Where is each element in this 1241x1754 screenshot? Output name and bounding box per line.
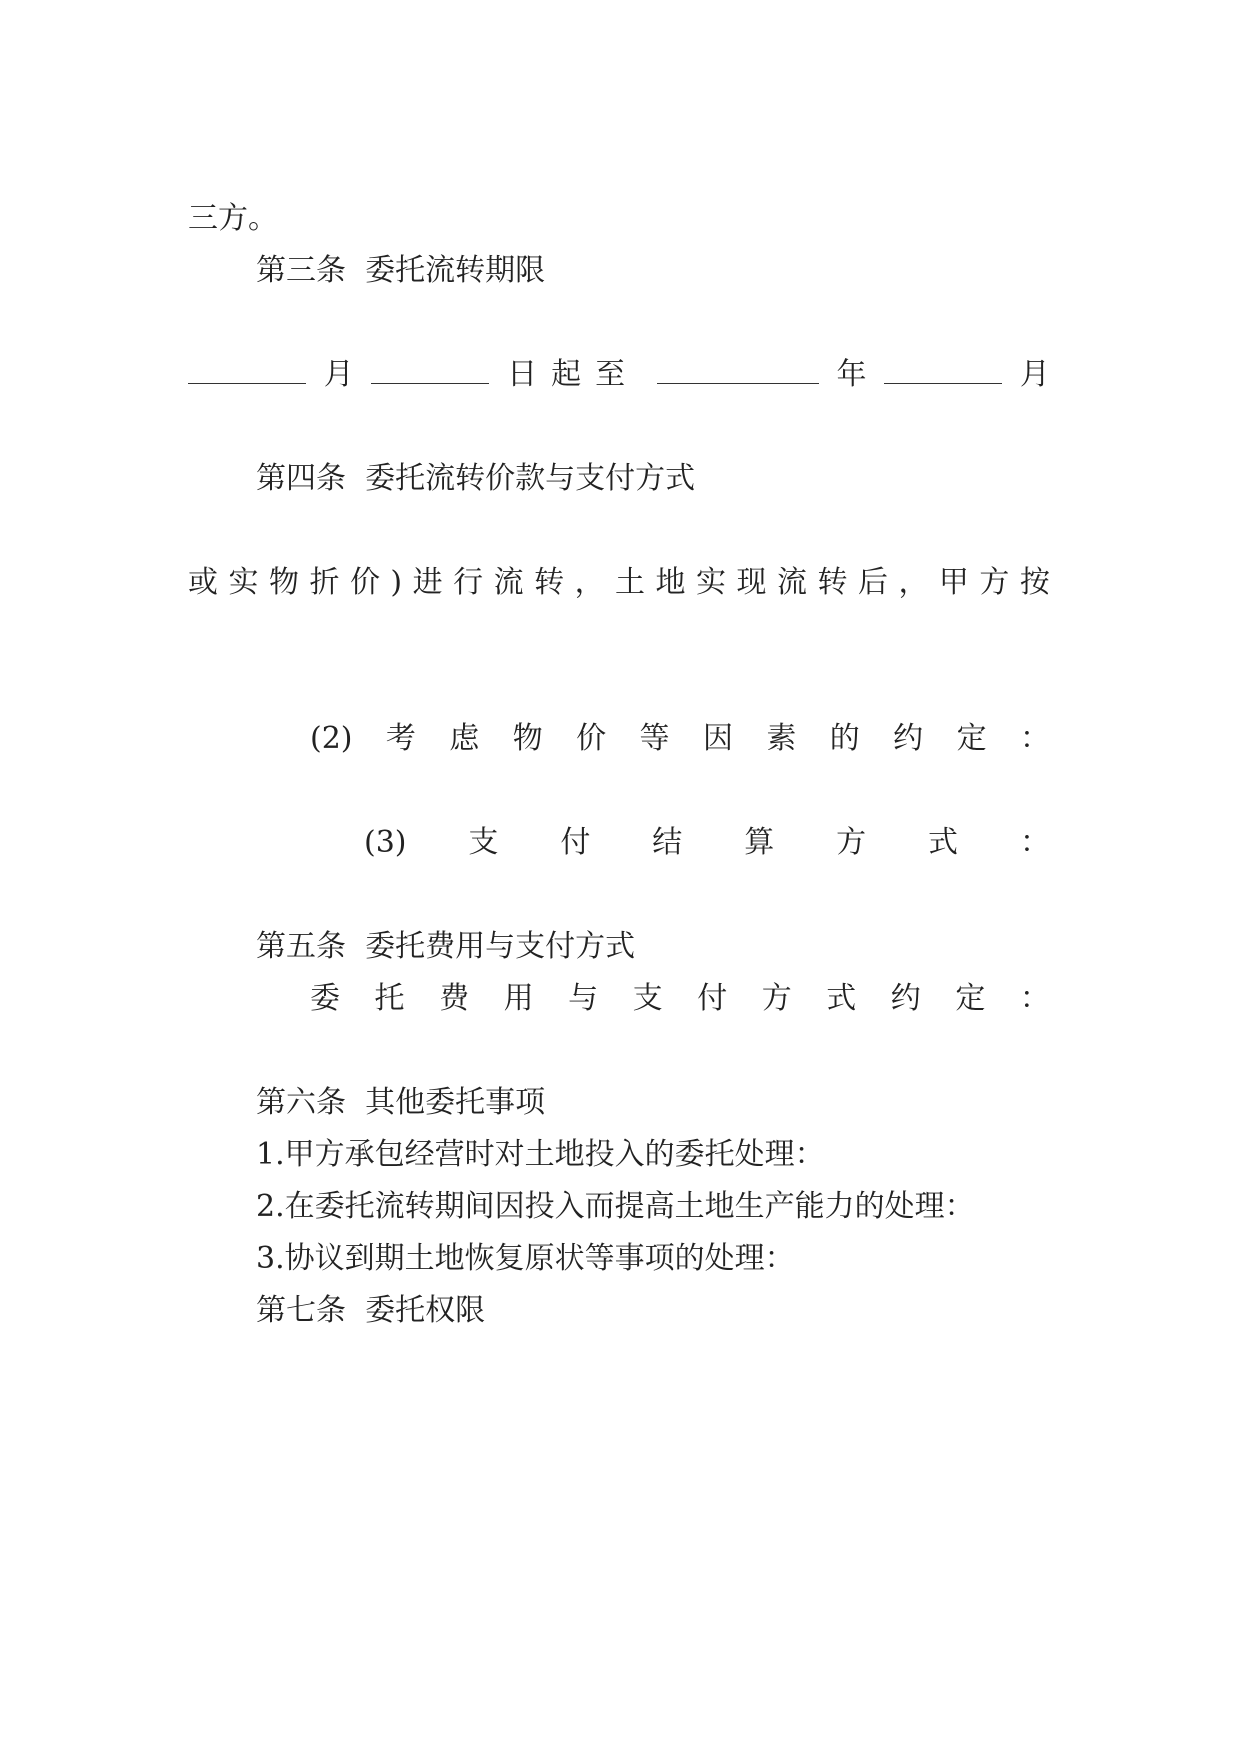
list-item: 2.在委托流转期间因投入而提高土地生产能力的处理： (256, 1189, 975, 1224)
text-char: 等 (639, 721, 670, 756)
blank-field (188, 353, 306, 384)
text-char: 转 (534, 565, 565, 600)
text-line (188, 613, 1050, 657)
text-char: 地 (655, 565, 686, 600)
text-line (364, 821, 1050, 865)
text-char: ： (1019, 825, 1050, 860)
text-char: 实 (228, 565, 259, 600)
text-line (188, 405, 1050, 449)
text-char: 式 (928, 825, 959, 860)
text-char: 实 (696, 565, 727, 600)
text-char: 约 (890, 981, 921, 1016)
text-char: 价 (349, 565, 380, 600)
text-line (188, 561, 1050, 605)
text-char: 现 (736, 565, 767, 600)
text-char: 的 (829, 721, 860, 756)
text-char: 因 (702, 721, 733, 756)
text-char: 流 (493, 565, 524, 600)
blank-field (657, 353, 819, 384)
blank-field (371, 353, 489, 384)
article-7-title: 第七条 委托权限 (256, 1293, 486, 1328)
text-char: ： (1019, 721, 1050, 756)
text-line (256, 1341, 1050, 1385)
text-char: 甲 (938, 565, 969, 600)
text-char: 进 (412, 565, 443, 600)
text-char: 方 (979, 565, 1010, 600)
text-char: 方 (836, 825, 867, 860)
text-line (310, 977, 1050, 1021)
text-char: 物 (268, 565, 299, 600)
text-line (188, 665, 1050, 709)
text-line (188, 1029, 1050, 1073)
text-segment: 年 (836, 357, 867, 392)
text-char: (2) (310, 721, 353, 756)
text-char: 虑 (449, 721, 480, 756)
text-char: 方 (761, 981, 792, 1016)
text-char: 行 (453, 565, 484, 600)
text-char: 式 (826, 981, 857, 1016)
text-char: 付 (560, 825, 591, 860)
text-char: 流 (776, 565, 807, 600)
text-char: 定 (956, 721, 987, 756)
blank-field (884, 353, 1002, 384)
text-char: 素 (766, 721, 797, 756)
text-char: 按 (1019, 565, 1050, 600)
text-char: 支 (468, 825, 499, 860)
text-char: ， (574, 565, 605, 600)
article-6-title: 第六条 其他委托事项 (256, 1085, 546, 1120)
text-char: 考 (385, 721, 416, 756)
text-char: 委 (310, 981, 340, 1016)
article-3-title: 第三条 委托流转期限 (256, 253, 546, 288)
text-char: 转 (817, 565, 848, 600)
text-char: 用 (503, 981, 534, 1016)
text-char: 支 (632, 981, 663, 1016)
text-char: 约 (893, 721, 924, 756)
text-segment: 月 (323, 357, 354, 392)
text-char: 土 (615, 565, 646, 600)
text-char: ， (898, 565, 929, 600)
text-char: 与 (568, 981, 599, 1016)
text-segment: 日起至 (507, 357, 640, 392)
text-line (188, 873, 1050, 917)
text-char: 折 (309, 565, 340, 600)
text-char: ) (390, 565, 403, 600)
text-char: 物 (512, 721, 543, 756)
article-4-title: 第四条 委托流转价款与支付方式 (256, 461, 696, 496)
list-item: 1.甲方承包经营时对土地投入的委托处理： (256, 1137, 825, 1172)
text-char: 算 (744, 825, 775, 860)
text-line: 三方。 (188, 201, 278, 236)
text-char: 后 (857, 565, 888, 600)
text-char: 价 (576, 721, 607, 756)
list-item: 3.协议到期土地恢复原状等事项的处理： (256, 1241, 795, 1276)
text-char: 定 (955, 981, 986, 1016)
text-char: (3) (364, 825, 407, 860)
text-char: 托 (374, 981, 405, 1016)
article-5-title: 第五条 委托费用与支付方式 (256, 929, 636, 964)
text-line (188, 769, 1050, 813)
text-line (188, 145, 1050, 189)
text-char: 费 (439, 981, 470, 1016)
text-char: ： (1019, 981, 1050, 1016)
text-line (310, 717, 1050, 761)
text-line (256, 301, 1050, 345)
text-line (188, 353, 1050, 397)
text-char: 付 (697, 981, 728, 1016)
text-char: 或 (188, 565, 218, 600)
text-segment: 月 (1019, 357, 1050, 392)
text-char: 结 (652, 825, 683, 860)
text-line (256, 509, 1050, 553)
